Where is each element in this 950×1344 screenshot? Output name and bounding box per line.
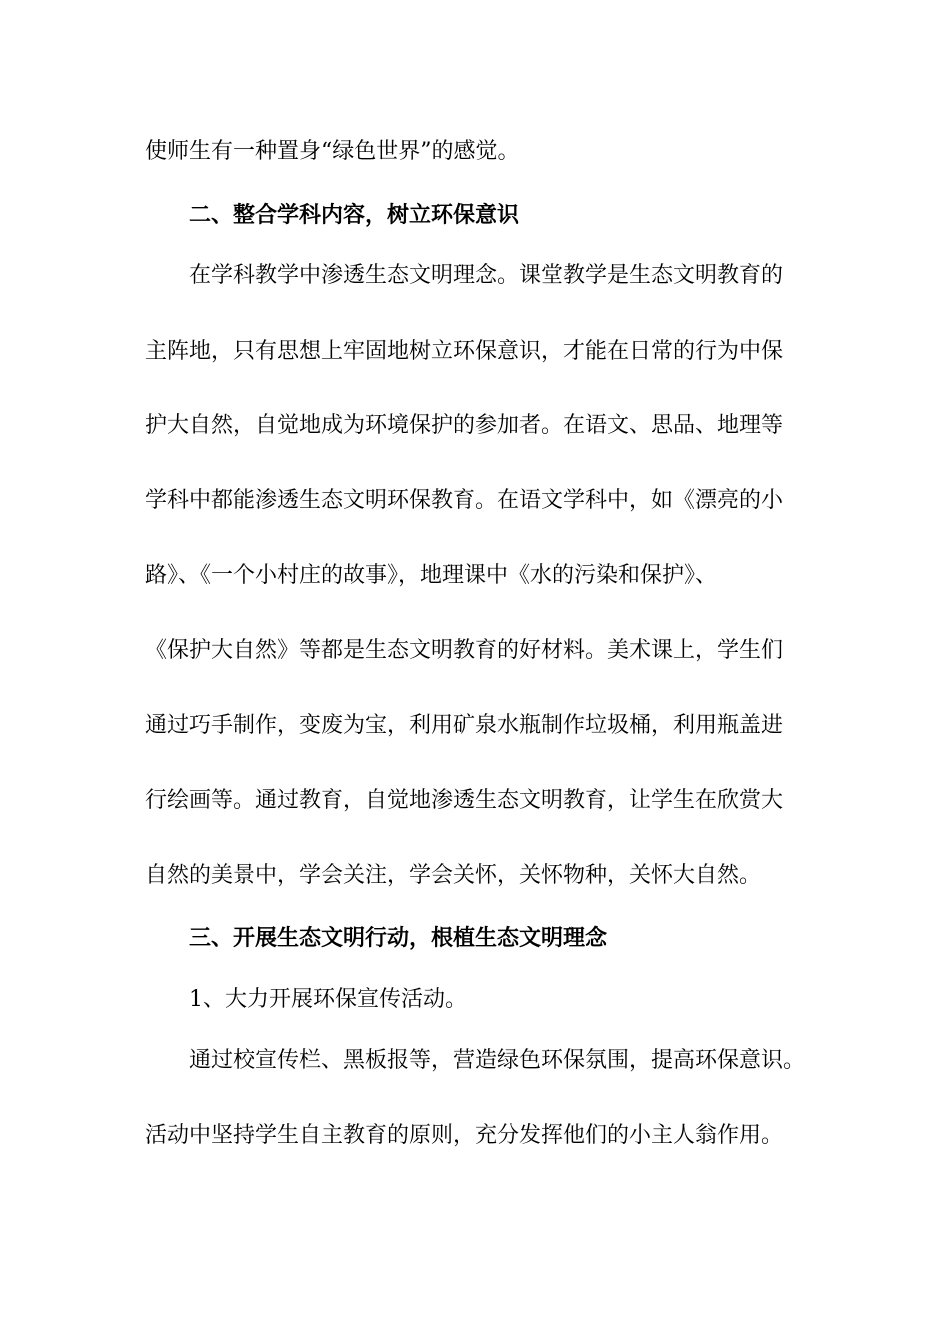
paragraph-line: 《保护大自然》等都是生态文明教育的好材料。美术课上，学生们 — [145, 638, 784, 663]
paragraph-line: 活动中坚持学生自主教育的原则，充分发挥他们的小主人翁作用。 — [145, 1123, 784, 1148]
paragraph-line: 行绘画等。通过教育，自觉地渗透生态文明教育，让学生在欣赏大 — [145, 788, 784, 813]
paragraph-continuation: 使师生有一种置身“绿色世界”的感觉。 — [145, 139, 520, 164]
paragraph-line: 通过校宣传栏、黑板报等，营造绿色环保氛围，提高环保意识。 — [189, 1048, 806, 1073]
paragraph-line: 学科中都能渗透生态文明环保教育。在语文学科中，如《漂亮的小 — [145, 488, 784, 513]
section-heading-2: 二、整合学科内容，树立环保意识 — [189, 202, 520, 228]
paragraph-line: 自然的美景中，学会关注，学会关怀，关怀物种，关怀大自然。 — [145, 863, 762, 888]
paragraph-line: 主阵地，只有思想上牢固地树立环保意识，才能在日常的行为中保 — [145, 339, 784, 364]
paragraph-line: 护大自然，自觉地成为环境保护的参加者。在语文、思品、地理等 — [145, 413, 784, 438]
section-heading-3: 三、开展生态文明行动，根植生态文明理念 — [189, 925, 608, 951]
paragraph-line: 路》、《一个小村庄的故事》，地理课中《水的污染和保护》、 — [145, 563, 718, 588]
paragraph-line: 在学科教学中渗透生态文明理念。课堂教学是生态文明教育的 — [189, 263, 784, 288]
paragraph-line: 通过巧手制作，变废为宝，利用矿泉水瓶制作垃圾桶，利用瓶盖进 — [145, 713, 784, 738]
subsection-heading: 1、大力开展环保宣传活动。 — [189, 987, 467, 1012]
